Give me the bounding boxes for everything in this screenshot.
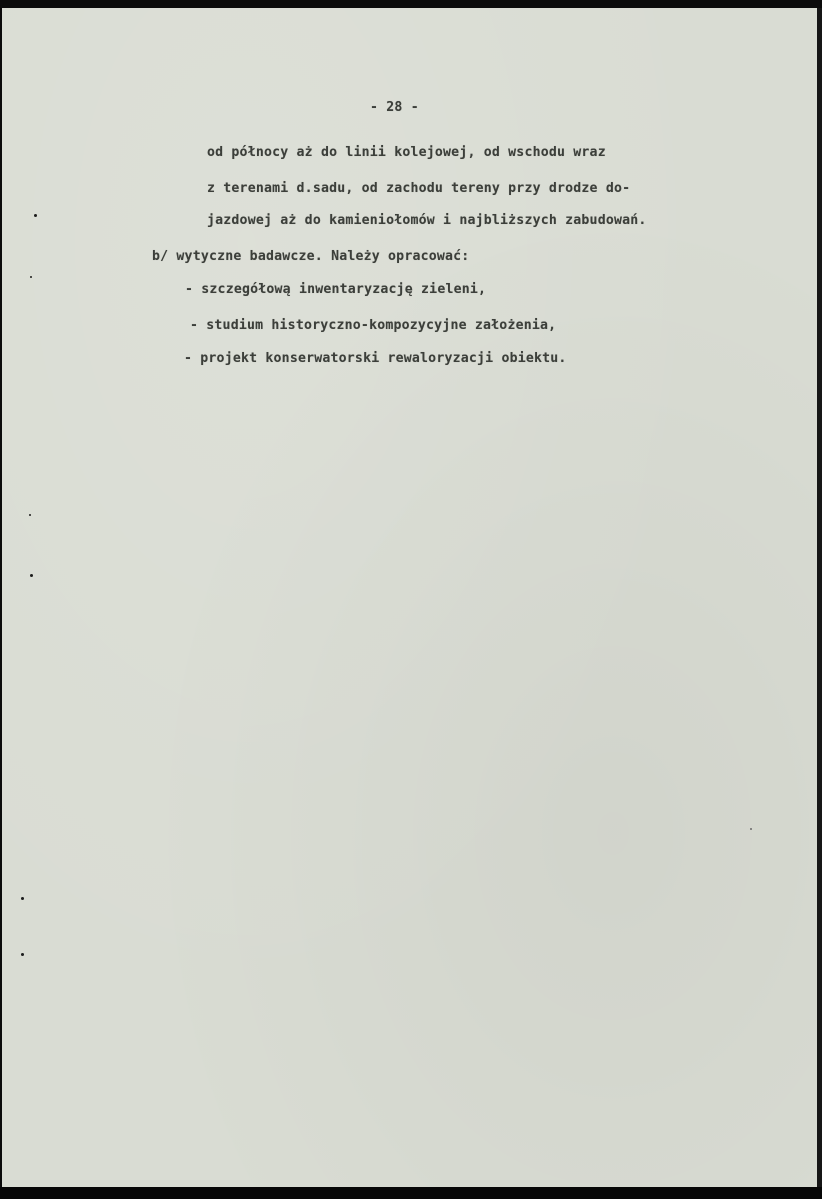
paper-sheet (2, 8, 817, 1187)
text-line-1: od północy aż do linii kolejowej, od wschodu wraz (207, 145, 606, 160)
text-line-2: z terenami d.sadu, od zachodu tereny przy drodze do- (207, 181, 631, 196)
page-number: - 28 - (370, 100, 419, 115)
scan-speck (29, 514, 31, 516)
scan-speck (30, 276, 32, 278)
scan-edge-bottom (0, 1187, 822, 1199)
text-line-section-b: b/ wytyczne badawcze. Należy opracować: (152, 249, 470, 264)
scan-speck (750, 828, 752, 830)
scan-speck (21, 953, 24, 956)
list-item-study: - studium historyczno-kompozycyjne założenia, (190, 318, 557, 333)
list-item-project: - projekt konserwatorski rewaloryzacji obiektu. (184, 351, 567, 366)
scan-edge-right (817, 8, 822, 1187)
text-line-3: jazdowej aż do kamieniołomów i najbliższych zabudowań. (207, 213, 647, 228)
scan-speck (30, 574, 33, 577)
list-item-inventory: - szczegółową inwentaryzację zieleni, (185, 282, 487, 297)
scan-speck (21, 897, 24, 900)
scan-speck (34, 214, 37, 217)
